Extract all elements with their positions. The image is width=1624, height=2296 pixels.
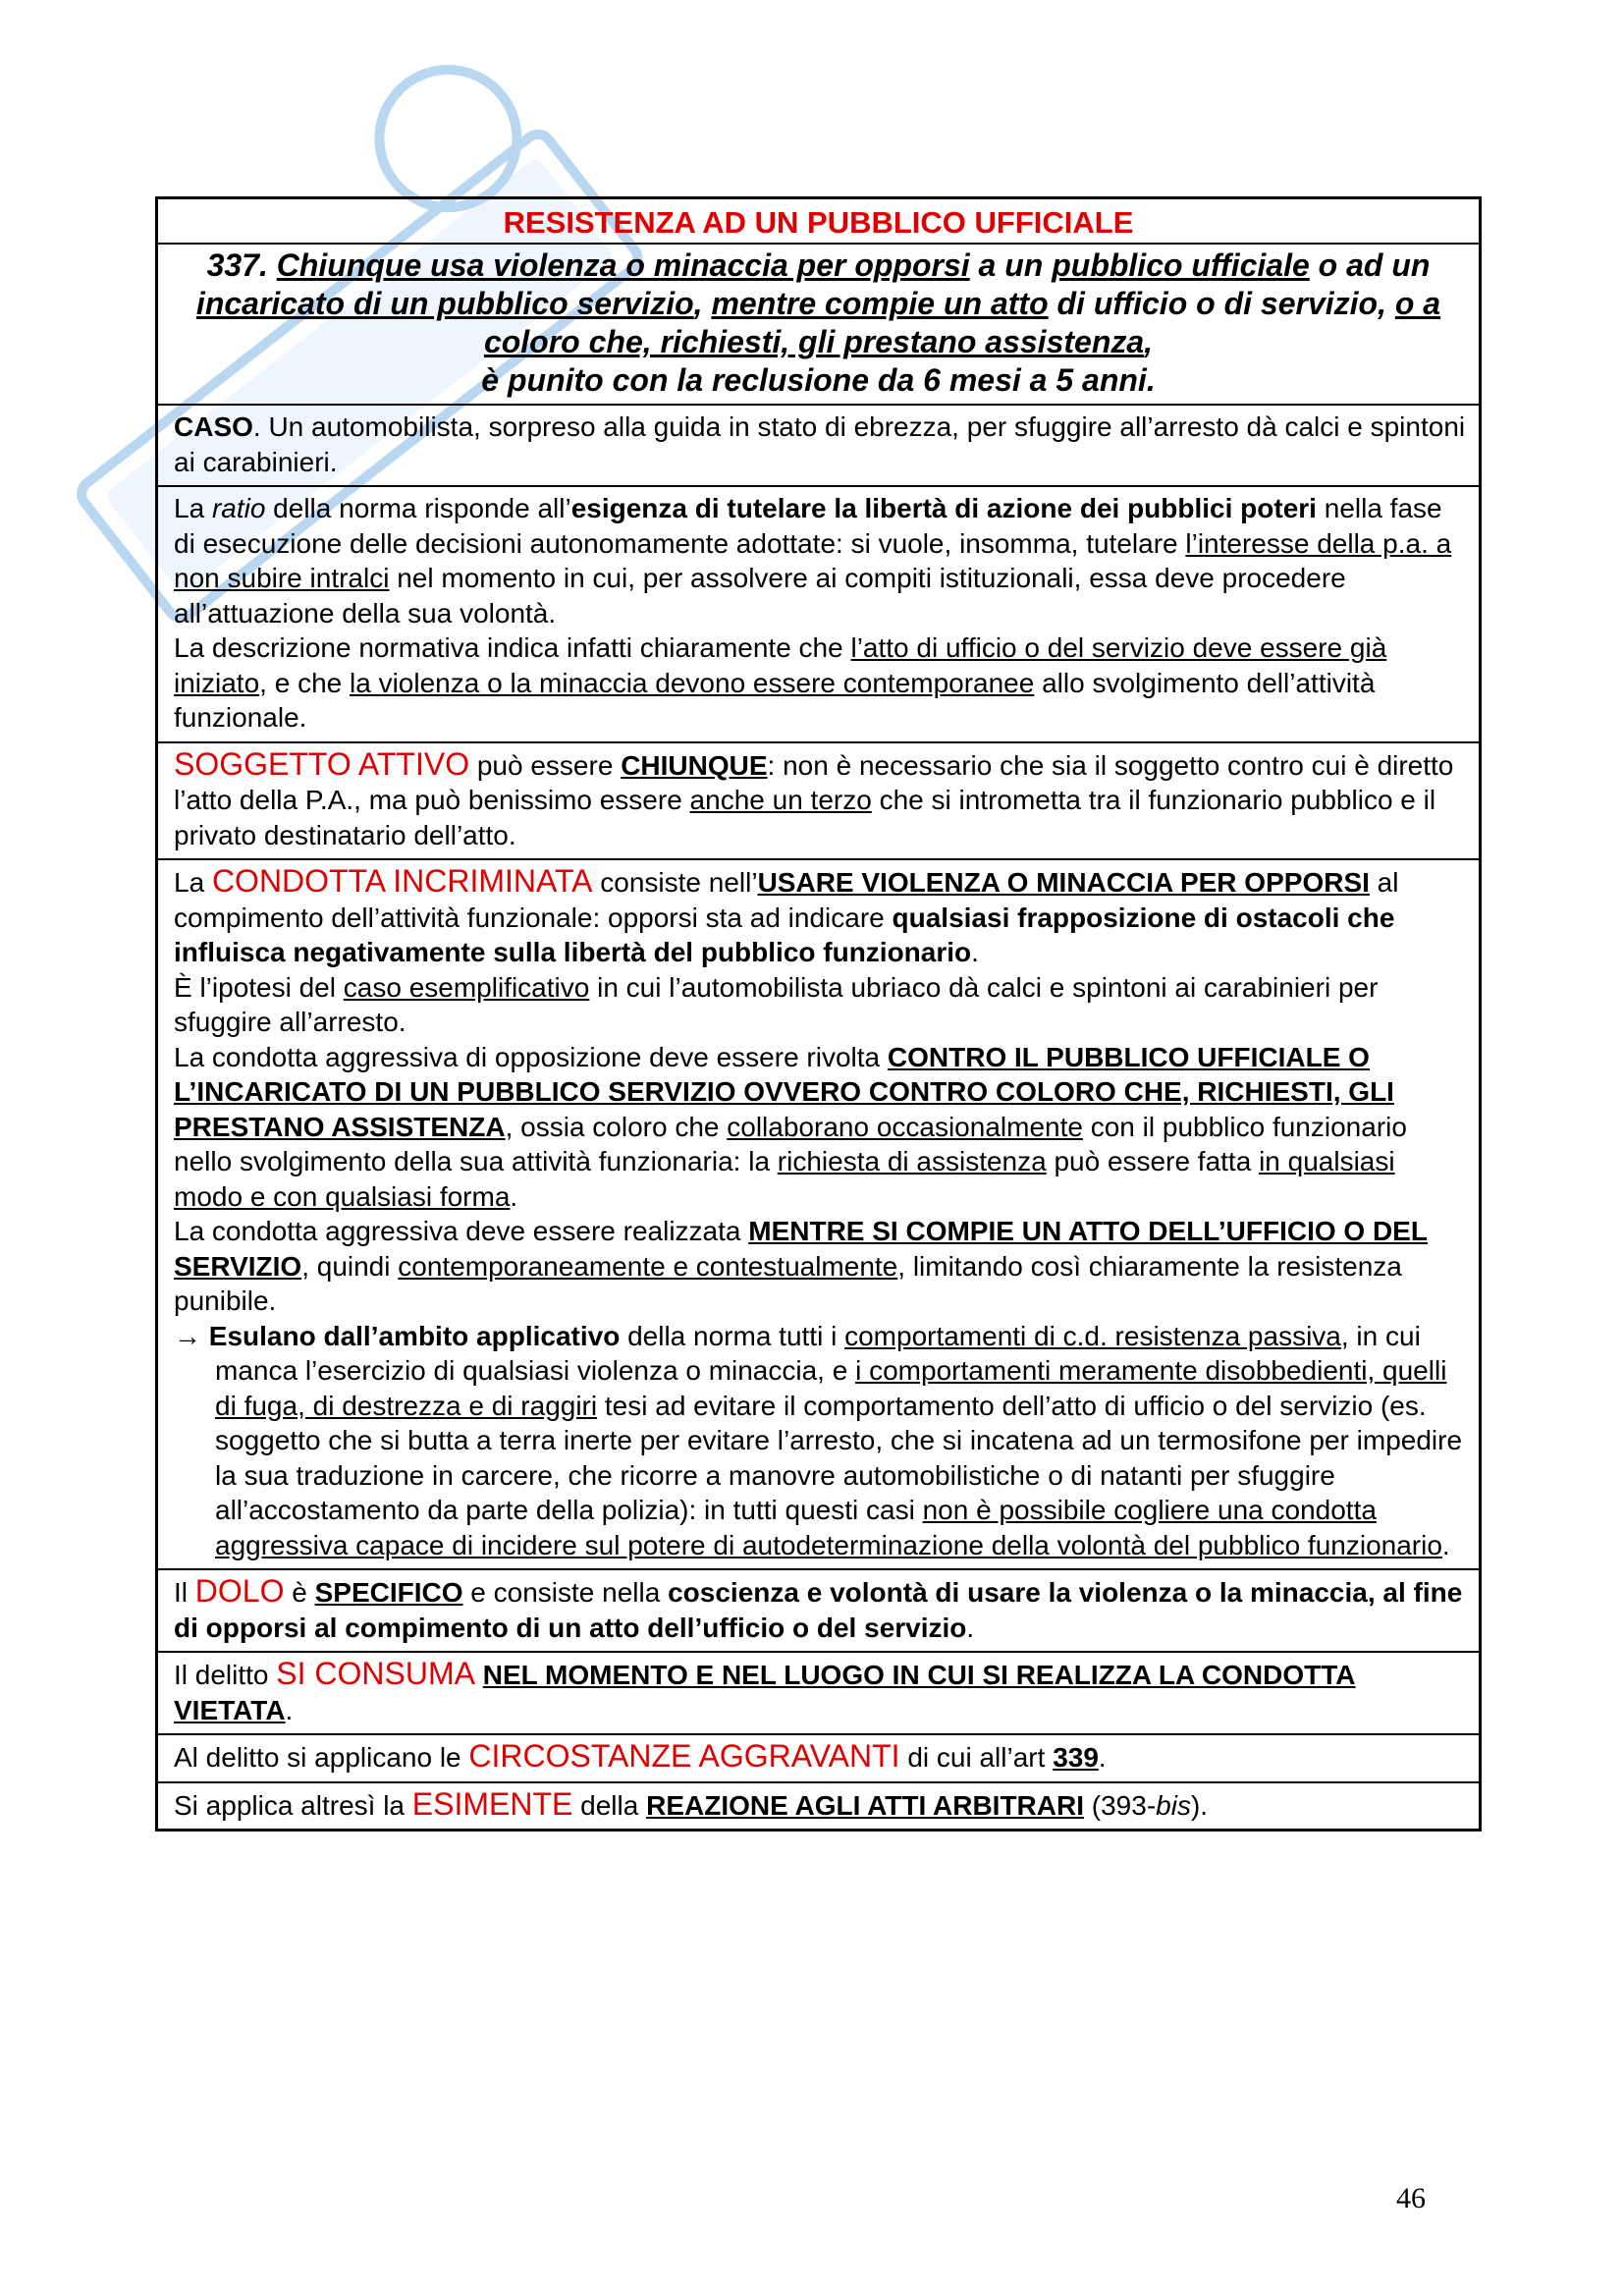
article-text: 337. Chiunque usa violenza o minaccia per opporsi a un pubblico ufficiale o ad un incaricato di un pubblico servizio, mentre compie un atto di ufficio o di servizio, o a coloro che, richiesti, gli prestano assistenza, è punito con la reclusione da 6 mesi a 5 anni. xyxy=(158,243,1479,404)
ipotesi-paragraph: È l’ipotesi del caso esemplificativo in cui l’automobilista ubriaco dà calci e spintoni ai carabinieri per sfuggire all’arresto. xyxy=(174,971,1379,1037)
dolo-heading: DOLO xyxy=(194,1573,285,1609)
arrow-icon: → xyxy=(174,1320,209,1351)
ratio-paragraph: La ratio della norma risponde all’esigenza di tutelare la libertà di azione dei pubblici poteri nella fase di esecuzione delle decisioni autonomamente adottate: si vuole, insomma, tutelare l’interesse della p.a. a non subire intralci nel momento in cui, per assolvere ai compiti istituzionali, essa deve procedere all’attuazione della sua volontà. xyxy=(174,493,1452,629)
dolo-cell: Il DOLO è SPECIFICO e consiste nella coscienza e volontà di usare la violenza o la minaccia, al fine di opporsi al compimento di un atto dell’ufficio o del servizio. xyxy=(158,1568,1479,1651)
caso-label: CASO xyxy=(174,411,253,442)
descrizione-paragraph: La descrizione normativa indica infatti chiaramente che l’atto di ufficio o del servizio deve essere già iniziato, e che la violenza o la minaccia devono essere contemporanee allo svolgimento dell’attività funzionale. xyxy=(174,632,1387,733)
caso-cell: CASO. Un automobilista, sorpreso alla guida in stato di ebrezza, per sfuggire all’arresto dà calci e spintoni ai carabinieri. xyxy=(158,404,1479,485)
esimente-cell: Si applica altresì la ESIMENTE della REAZIONE AGLI ATTI ARBITRARI (393-bis). xyxy=(158,1781,1479,1830)
article-penalty: è punito con la reclusione da 6 mesi a 5 anni. xyxy=(481,362,1156,398)
soggetto-cell: SOGGETTO ATTIVO può essere CHIUNQUE: non è necessario che sia il soggetto contro cui è diretto l’atto della P.A., ma può benissimo essere anche un terzo che si intrometta tra il funzionario pubblico e il privato destinatario dell’atto. xyxy=(158,741,1479,859)
section-title: RESISTENZA AD UN PUBBLICO UFFICIALE xyxy=(503,205,1134,240)
ratio-cell xyxy=(158,485,1479,741)
circostanze-cell: Al delitto si applicano le CIRCOSTANZE AGGRAVANTI di cui all’art 339. xyxy=(158,1733,1479,1781)
article-reference: 339 xyxy=(1053,1742,1099,1773)
article-number: 337. xyxy=(206,247,277,283)
soggetto-heading: SOGGETTO ATTIVO xyxy=(174,745,470,782)
esimente-heading: ESIMENTE xyxy=(411,1785,573,1822)
realizzazione-paragraph: La condotta aggressiva deve essere realizzata MENTRE SI COMPIE UN ATTO DELL’UFFICIO O DEL SERVIZIO, quindi contemporaneamente e contestualmente, limitando così chiaramente la resistenza punibile. xyxy=(174,1216,1428,1316)
condotta-cell xyxy=(158,858,1479,1568)
document-table xyxy=(155,196,1482,1831)
consumazione-heading: SI CONSUMA xyxy=(276,1656,475,1691)
consumazione-cell: Il delitto SI CONSUMA NEL MOMENTO E NEL LUOGO IN CUI SI REALIZZA LA CONDOTTA VIETATA. xyxy=(158,1651,1479,1733)
page-number: 46 xyxy=(1396,2182,1426,2214)
condotta-heading: CONDOTTA INCRIMINATA xyxy=(211,863,593,899)
circostanze-heading: CIRCOSTANZE AGGRAVANTI xyxy=(468,1738,900,1774)
opposizione-paragraph: La condotta aggressiva di opposizione deve essere rivolta CONTRO IL PUBBLICO UFFICIALE O L’INCARICATO DI UN PUBBLICO SERVIZIO OVVERO CONTRO COLORO CHE, RICHIESTI, GLI PRESTANO ASSISTENZA, ossia coloro che collaborano occasionalmente con il pubblico funzionario nello svolgimento della sua attività funzionaria: la richiesta di assistenza può essere fatta in qualsiasi modo e con qualsiasi forma. xyxy=(174,1041,1407,1212)
esclusioni-paragraph: → Esulano dall’ambito applicativo della norma tutti i comportamenti di c.d. resistenza passiva, in cui manca l’esercizio di qualsiasi violenza o minaccia, e i comportamenti meramente disobbedienti, quelli di fuga, di destrezza e di raggiri tesi ad evitare il comportamento dell’atto di ufficio o del servizio (es. soggetto che si butta a terra inerte per evitare l’arresto, che si incatena ad un termosifone per impedire la sua traduzione in carcere, che ricorre a manovre automobilistiche o di natanti per sfuggire all’accostamento da parte della polizia): in tutti questi casi non è possibile cogliere una condotta aggressiva capace di incidere sul potere di autodeterminazione della volontà del pubblico funzionario. xyxy=(174,1320,1463,1560)
condotta-paragraph: La CONDOTTA INCRIMINATA consiste nell’USARE VIOLENZA O MINACCIA PER OPPORSI al compimento dell’attività funzionale: opporsi sta ad indicare qualsiasi frapposizione di ostacoli che influisca negativamente sulla libertà del pubblico funzionario. xyxy=(174,863,1399,967)
